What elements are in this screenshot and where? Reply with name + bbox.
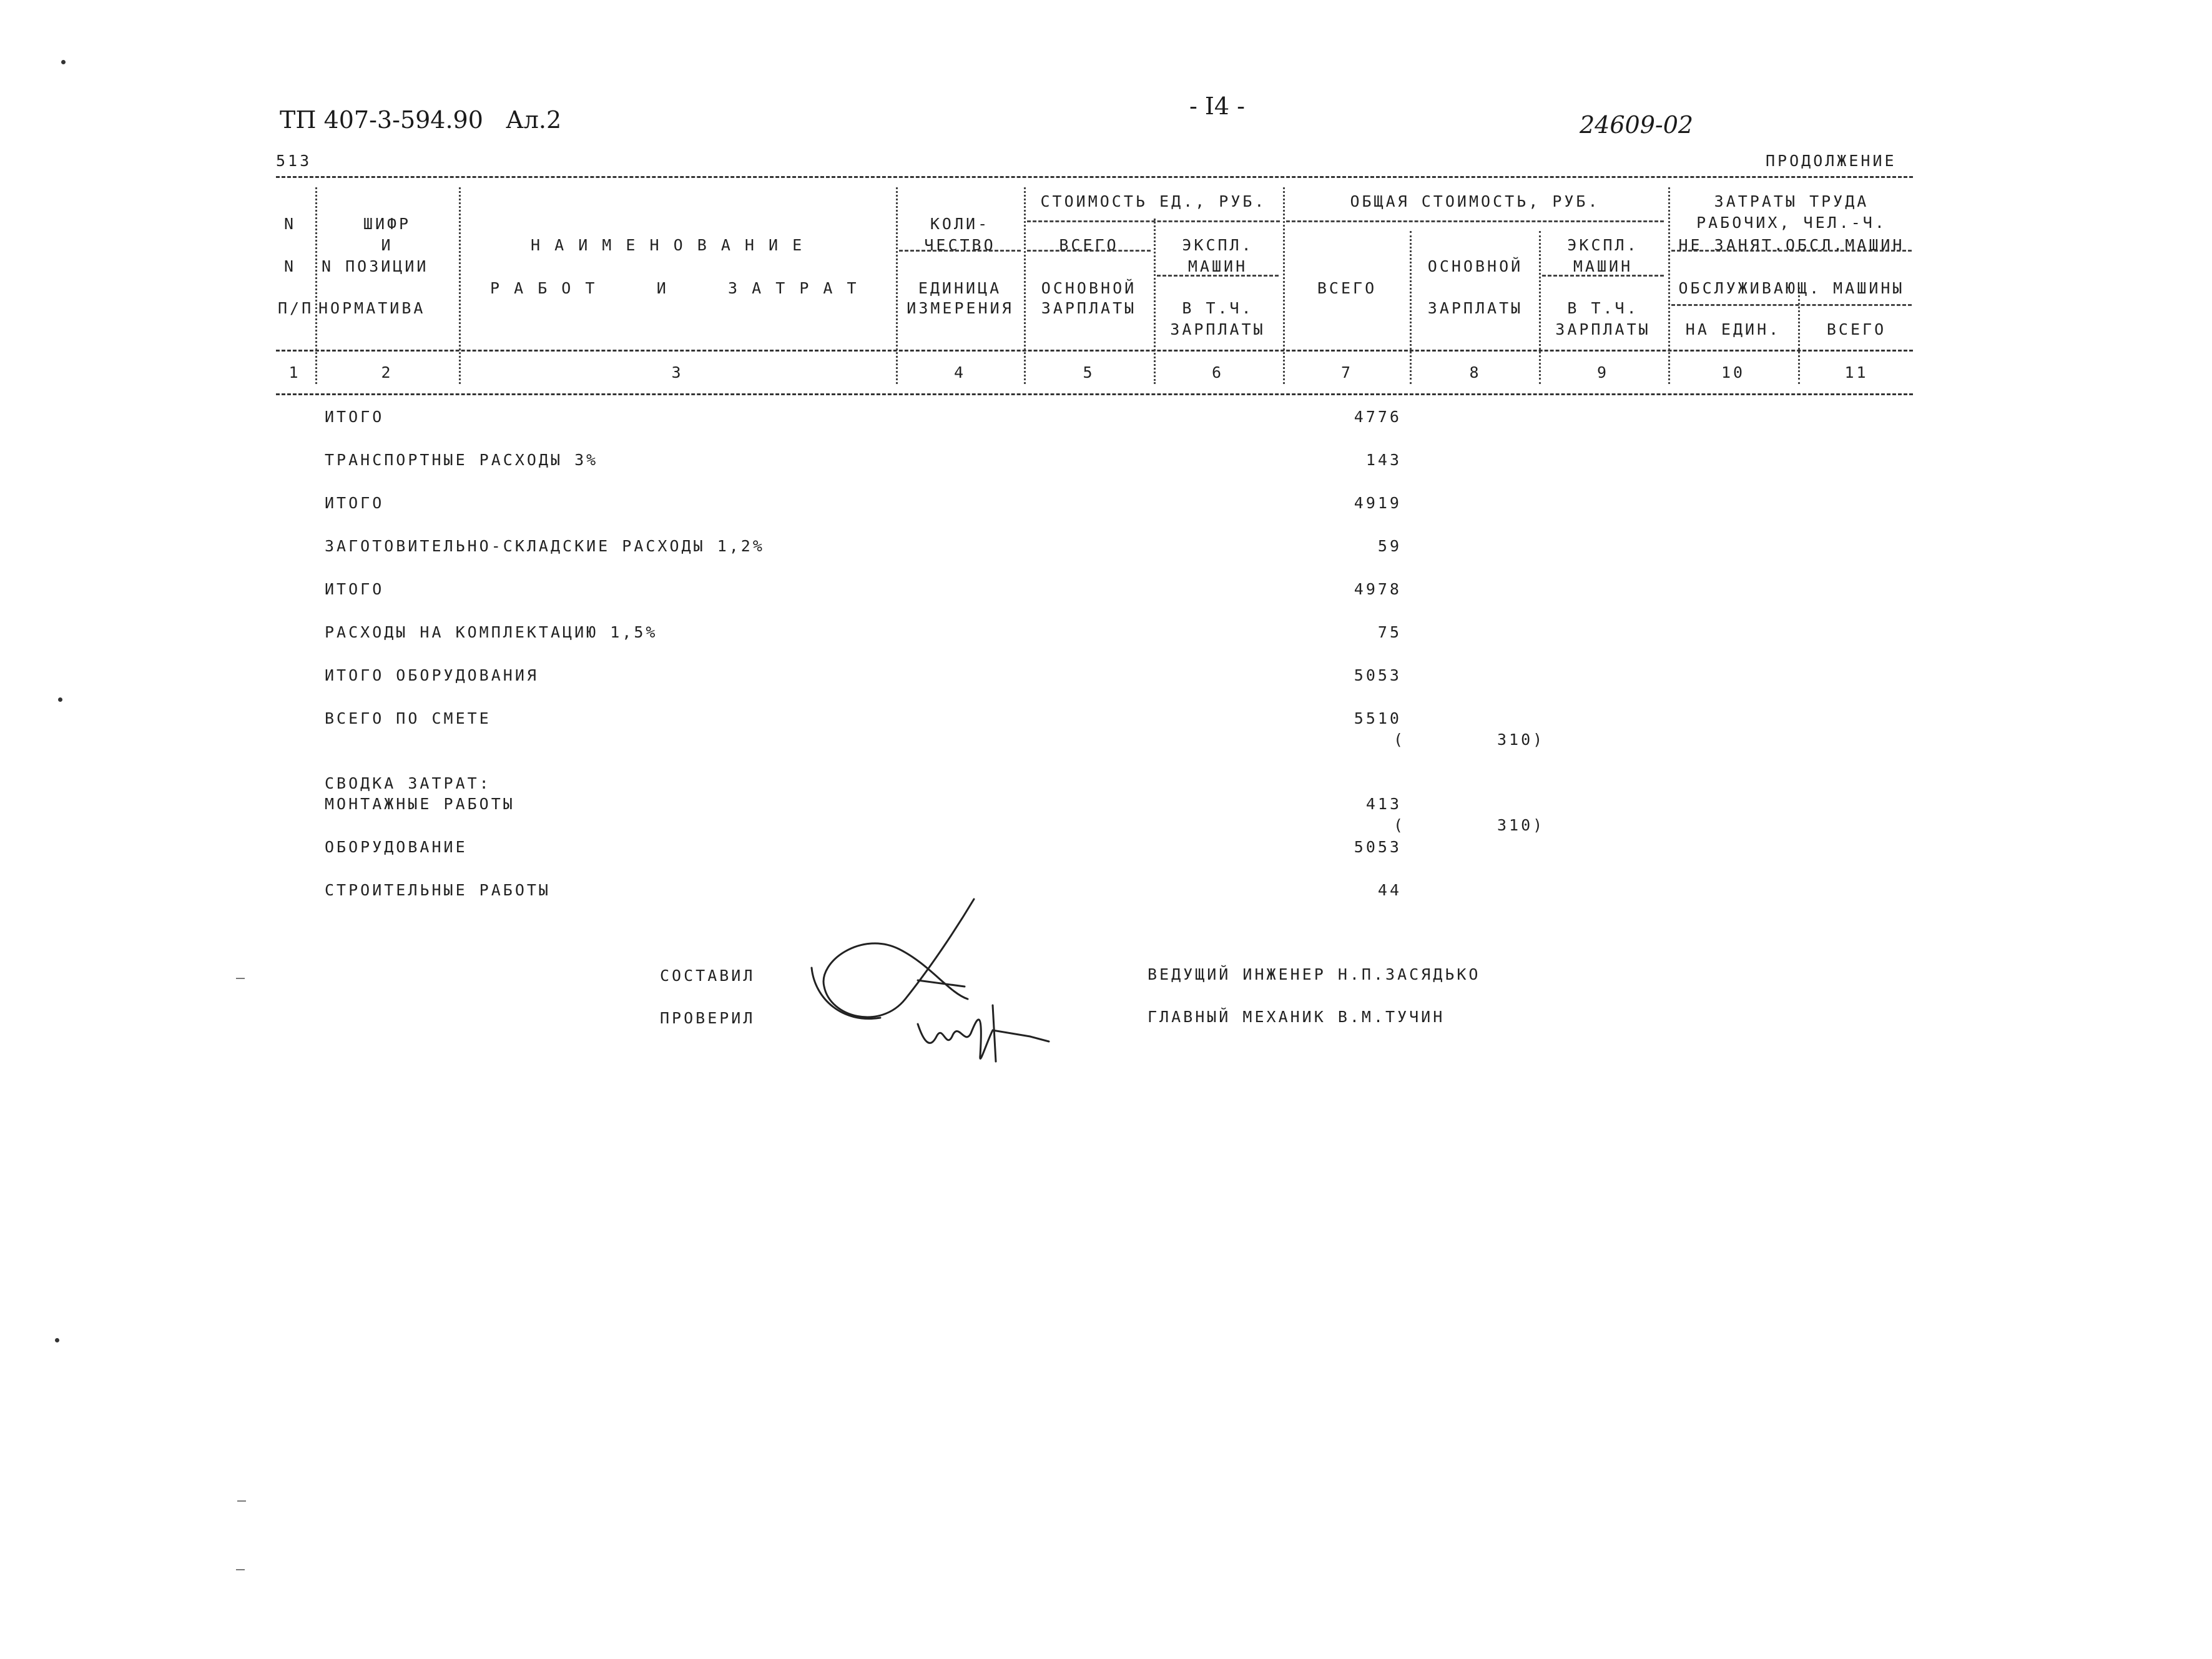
sheet-ref: 513 bbox=[276, 152, 312, 170]
column-separator bbox=[315, 187, 317, 384]
column-separator bbox=[1798, 287, 1800, 384]
continuation-label: ПРОДОЛЖЕНИЕ bbox=[1766, 152, 1897, 170]
col-number: 10 bbox=[1721, 363, 1746, 382]
col8-header-line1: ОСНОВНОЙ bbox=[1427, 257, 1523, 275]
row-total: 4776 bbox=[1354, 408, 1402, 426]
margin-dot bbox=[55, 1338, 59, 1342]
col1-header-line2: N bbox=[284, 257, 297, 275]
col-number: 2 bbox=[381, 363, 393, 382]
margin-dash bbox=[237, 1500, 246, 1502]
col2-header-line1: ШИФР bbox=[363, 215, 411, 233]
col2-header-line4: НОРМАТИВА bbox=[318, 299, 426, 317]
header-top-rule bbox=[276, 176, 1913, 178]
col-number: 9 bbox=[1596, 363, 1610, 382]
col6-header-line2: МАШИН bbox=[1187, 257, 1248, 275]
col2-header-line2: И bbox=[381, 236, 393, 254]
margin-dash bbox=[236, 1569, 245, 1570]
row-sub-value: 310) bbox=[1497, 731, 1545, 749]
col11-header: ВСЕГО bbox=[1826, 320, 1887, 338]
page-number: - I4 - bbox=[1189, 92, 1246, 120]
col4-header-line1: КОЛИ- bbox=[930, 215, 990, 233]
col4-header-line2: ЧЕСТВО bbox=[924, 236, 996, 254]
col3-header-line2: Р А Б О Т И З А Т Р А Т bbox=[490, 279, 859, 297]
summary-sub-value: 310) bbox=[1497, 816, 1545, 834]
margin-dot bbox=[58, 697, 62, 702]
summary-item-name: СТРОИТЕЛЬНЫЕ РАБОТЫ bbox=[325, 881, 551, 899]
summary-item-total: 5053 bbox=[1354, 838, 1402, 856]
col-number: 4 bbox=[953, 363, 966, 382]
column-separator bbox=[459, 187, 461, 384]
col8-header-line2: ЗАРПЛАТЫ bbox=[1427, 299, 1523, 317]
col-number: 8 bbox=[1469, 363, 1482, 382]
col2-header-line3: N ПОЗИЦИИ bbox=[322, 257, 429, 275]
row-name: ИТОГО bbox=[325, 494, 385, 512]
col6-header-line1: ЭКСПЛ. bbox=[1182, 236, 1254, 254]
summary-item-name: ОБОРУДОВАНИЕ bbox=[325, 838, 468, 856]
row-name: ИТОГО bbox=[325, 580, 385, 598]
row-sub-open: ( bbox=[1394, 731, 1406, 749]
column-separator bbox=[1539, 231, 1541, 384]
col5-header-line3: ЗАРПЛАТЫ bbox=[1041, 299, 1137, 317]
checked-by: ГЛАВНЫЙ МЕХАНИК В.М.ТУЧИН bbox=[1148, 1008, 1445, 1026]
column-separator bbox=[1668, 187, 1670, 384]
row-total: 4919 bbox=[1354, 494, 1402, 512]
header-bottom-rule bbox=[276, 350, 1913, 352]
col3-header-line1: Н А И М Е Н О В А Н И Е bbox=[531, 236, 805, 254]
col-number: 11 bbox=[1844, 363, 1869, 382]
total-cost-group-underline bbox=[1286, 220, 1664, 222]
labor-operating-group: ОБСЛУЖИВАЮЩ. МАШИНЫ bbox=[1678, 279, 1905, 297]
column-separator bbox=[1410, 231, 1412, 384]
col1-header-line3: П/П bbox=[278, 299, 314, 317]
labor-group-title: ЗАТРАТЫ ТРУДА bbox=[1714, 192, 1869, 210]
summary-title: СВОДКА ЗАТРАТ: bbox=[325, 774, 491, 792]
col1-header-line1: N bbox=[284, 215, 297, 233]
unit-cost-group-title: СТОИМОСТЬ ЕД., РУБ. bbox=[1040, 192, 1267, 210]
col9-header-line4: ЗАРПЛАТЫ bbox=[1555, 320, 1651, 338]
col10-header: НА ЕДИН. bbox=[1685, 320, 1781, 338]
row-name: ВСЕГО ПО СМЕТЕ bbox=[325, 709, 491, 727]
unit-cost-group-underline bbox=[1027, 220, 1280, 222]
labor-group-subtitle: РАБОЧИХ, ЧЕЛ.-Ч. bbox=[1696, 214, 1887, 232]
column-separator bbox=[1283, 187, 1285, 384]
column-separator bbox=[1024, 187, 1026, 384]
checked-label: ПРОВЕРИЛ bbox=[660, 1009, 755, 1027]
margin-dot bbox=[61, 60, 66, 64]
col7-header: ВСЕГО bbox=[1317, 279, 1377, 297]
col-number: 6 bbox=[1211, 363, 1224, 382]
column-separator bbox=[896, 187, 898, 384]
col9-header-line3: В Т.Ч. bbox=[1567, 299, 1639, 317]
row-name: РАСХОДЫ НА КОМПЛЕКТАЦИЮ 1,5% bbox=[325, 623, 658, 641]
col-number: 1 bbox=[288, 363, 301, 382]
signature-checked bbox=[918, 1020, 1049, 1059]
signature-compiled bbox=[823, 899, 974, 1017]
column-numbers-rule bbox=[276, 393, 1913, 395]
col5-header-line2: ОСНОВНОЙ bbox=[1041, 279, 1137, 297]
margin-dash bbox=[236, 978, 245, 979]
signatures-handwritten bbox=[805, 893, 1068, 1074]
row-total: 5510 bbox=[1354, 709, 1402, 727]
col6-header-line3: В Т.Ч. bbox=[1182, 299, 1254, 317]
row-total: 75 bbox=[1377, 623, 1402, 641]
row-total: 5053 bbox=[1354, 666, 1402, 684]
doc-number: 24609-02 bbox=[1580, 111, 1694, 139]
summary-item-total: 413 bbox=[1365, 795, 1402, 813]
column-separator bbox=[1154, 219, 1156, 384]
col6-header-line4: ЗАРПЛАТЫ bbox=[1170, 320, 1266, 338]
signature-tail bbox=[812, 968, 880, 1019]
col9-header-line2: МАШИН bbox=[1573, 257, 1633, 275]
row-name: ИТОГО ОБОРУДОВАНИЯ bbox=[325, 666, 539, 684]
row-total: 59 bbox=[1377, 537, 1402, 555]
total-cost-group-title: ОБЩАЯ СТОИМОСТЬ, РУБ. bbox=[1350, 192, 1600, 210]
col9-header-line1: ЭКСПЛ. bbox=[1567, 236, 1639, 254]
col4-header-line4: ИЗМЕРЕНИЯ bbox=[907, 299, 1014, 317]
summary-sub-open: ( bbox=[1394, 816, 1406, 834]
col-number: 5 bbox=[1083, 363, 1095, 382]
summary-item-name: МОНТАЖНЫЕ РАБОТЫ bbox=[325, 795, 515, 813]
doc-code: ТП 407-3-594.90 bbox=[280, 106, 483, 134]
col5-header-line1: ВСЕГО bbox=[1059, 236, 1119, 254]
labor-subgroup-underline bbox=[1671, 304, 1912, 306]
col-number: 7 bbox=[1340, 363, 1354, 382]
compiled-by: ВЕДУЩИЙ ИНЖЕНЕР Н.П.ЗАСЯДЬКО bbox=[1148, 965, 1481, 983]
compiled-label: СОСТАВИЛ bbox=[660, 967, 755, 985]
row-name: ЗАГОТОВИТЕЛЬНО-СКЛАДСКИЕ РАСХОДЫ 1,2% bbox=[325, 537, 765, 555]
album-label: Ал.2 bbox=[506, 106, 562, 134]
row-name: ИТОГО bbox=[325, 408, 385, 426]
row-name: ТРАНСПОРТНЫЕ РАСХОДЫ 3% bbox=[325, 451, 599, 469]
summary-item-total: 44 bbox=[1377, 881, 1402, 899]
labor-not-operating: НЕ ЗАНЯТ.ОБСЛ.МАШИН bbox=[1678, 236, 1905, 254]
row-total: 4978 bbox=[1354, 580, 1402, 598]
col-number: 3 bbox=[671, 363, 684, 382]
row-total: 143 bbox=[1365, 451, 1402, 469]
signature-checked-stroke bbox=[993, 1005, 996, 1061]
col4-header-line3: ЕДИНИЦА bbox=[918, 279, 1002, 297]
